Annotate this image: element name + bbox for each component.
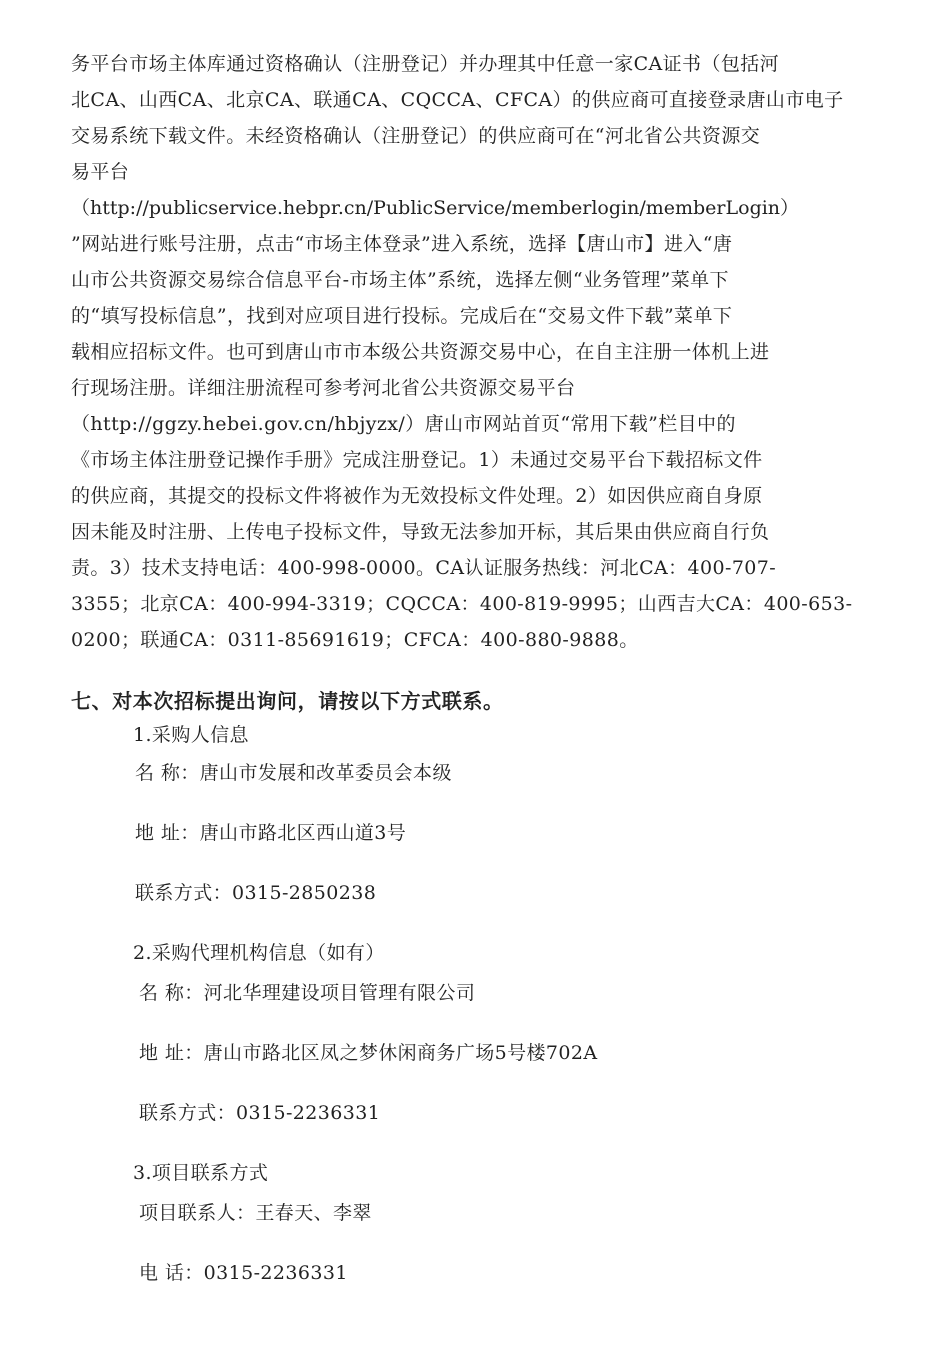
- paragraph-line: 的“填写投标信息”，找到对应项目进行投标。完成后在“交易文件下载”菜单下: [71, 305, 733, 327]
- paragraph-line: （http://ggzy.hebei.gov.cn/hbjyzx/）唐山市网站首页“常用下载”栏目中的: [71, 413, 736, 435]
- project-phone: 电 话：0315-2236331: [139, 1262, 348, 1284]
- paragraph-line: 责。3）技术支持电话：400-998-0000。CA认证服务热线：河北CA：400-707-: [71, 557, 777, 579]
- purchaser-title: 1.采购人信息: [133, 724, 249, 746]
- project-person: 项目联系人：王春天、李翠: [139, 1202, 372, 1224]
- paragraph-line: 务平台市场主体库通过资格确认（注册登记）并办理其中任意一家CA证书（包括河: [71, 53, 780, 75]
- paragraph-line: 交易系统下载文件。未经资格确认（注册登记）的供应商可在“河北省公共资源交: [71, 125, 761, 147]
- paragraph-line: 载相应招标文件。也可到唐山市市本级公共资源交易中心，在自主注册一体机上进: [71, 341, 770, 363]
- section-heading: 七、对本次招标提出询问，请按以下方式联系。: [71, 689, 504, 713]
- paragraph-line: 北CA、山西CA、北京CA、联通CA、CQCCA、CFCA）的供应商可直接登录唐山市电子: [71, 89, 844, 111]
- project-title: 3.项目联系方式: [133, 1162, 269, 1184]
- paragraph-line: 因未能及时注册、上传电子投标文件，导致无法参加开标，其后果由供应商自行负: [71, 521, 770, 543]
- agency-contact: 联系方式：0315-2236331: [139, 1102, 381, 1124]
- purchaser-contact: 联系方式：0315-2850238: [135, 882, 377, 904]
- agency-name: 名 称：河北华理建设项目管理有限公司: [139, 982, 476, 1004]
- agency-title: 2.采购代理机构信息（如有）: [133, 942, 385, 964]
- paragraph-line: 行现场注册。详细注册流程可参考河北省公共资源交易平台: [71, 377, 576, 399]
- paragraph-line: （http://publicservice.hebpr.cn/PublicService/memberlogin/memberLogin）: [71, 197, 800, 219]
- agency-address: 地 址：唐山市路北区凤之梦休闲商务广场5号楼702A: [139, 1042, 598, 1064]
- paragraph-line: ”网站进行账号注册，点击“市场主体登录”进入系统，选择【唐山市】进入“唐: [71, 233, 733, 255]
- paragraph-line: 《市场主体注册登记操作手册》完成注册登记。1）未通过交易平台下载招标文件: [71, 449, 763, 471]
- paragraph-line: 山市公共资源交易综合信息平台-市场主体”系统，选择左侧“业务管理”菜单下: [71, 269, 729, 291]
- purchaser-address: 地 址：唐山市路北区西山道3号: [135, 822, 407, 844]
- purchaser-name: 名 称：唐山市发展和改革委员会本级: [135, 762, 452, 784]
- paragraph-line: 的供应商，其提交的投标文件将被作为无效投标文件处理。2）如因供应商自身原: [71, 485, 763, 507]
- paragraph-line: 3355；北京CA：400-994-3319；CQCCA：400-819-9995；山西吉大CA：400-653-: [71, 593, 853, 615]
- paragraph-line: 易平台: [71, 161, 130, 183]
- paragraph-line: 0200；联通CA：0311-85691619；CFCA：400-880-9888。: [71, 629, 639, 651]
